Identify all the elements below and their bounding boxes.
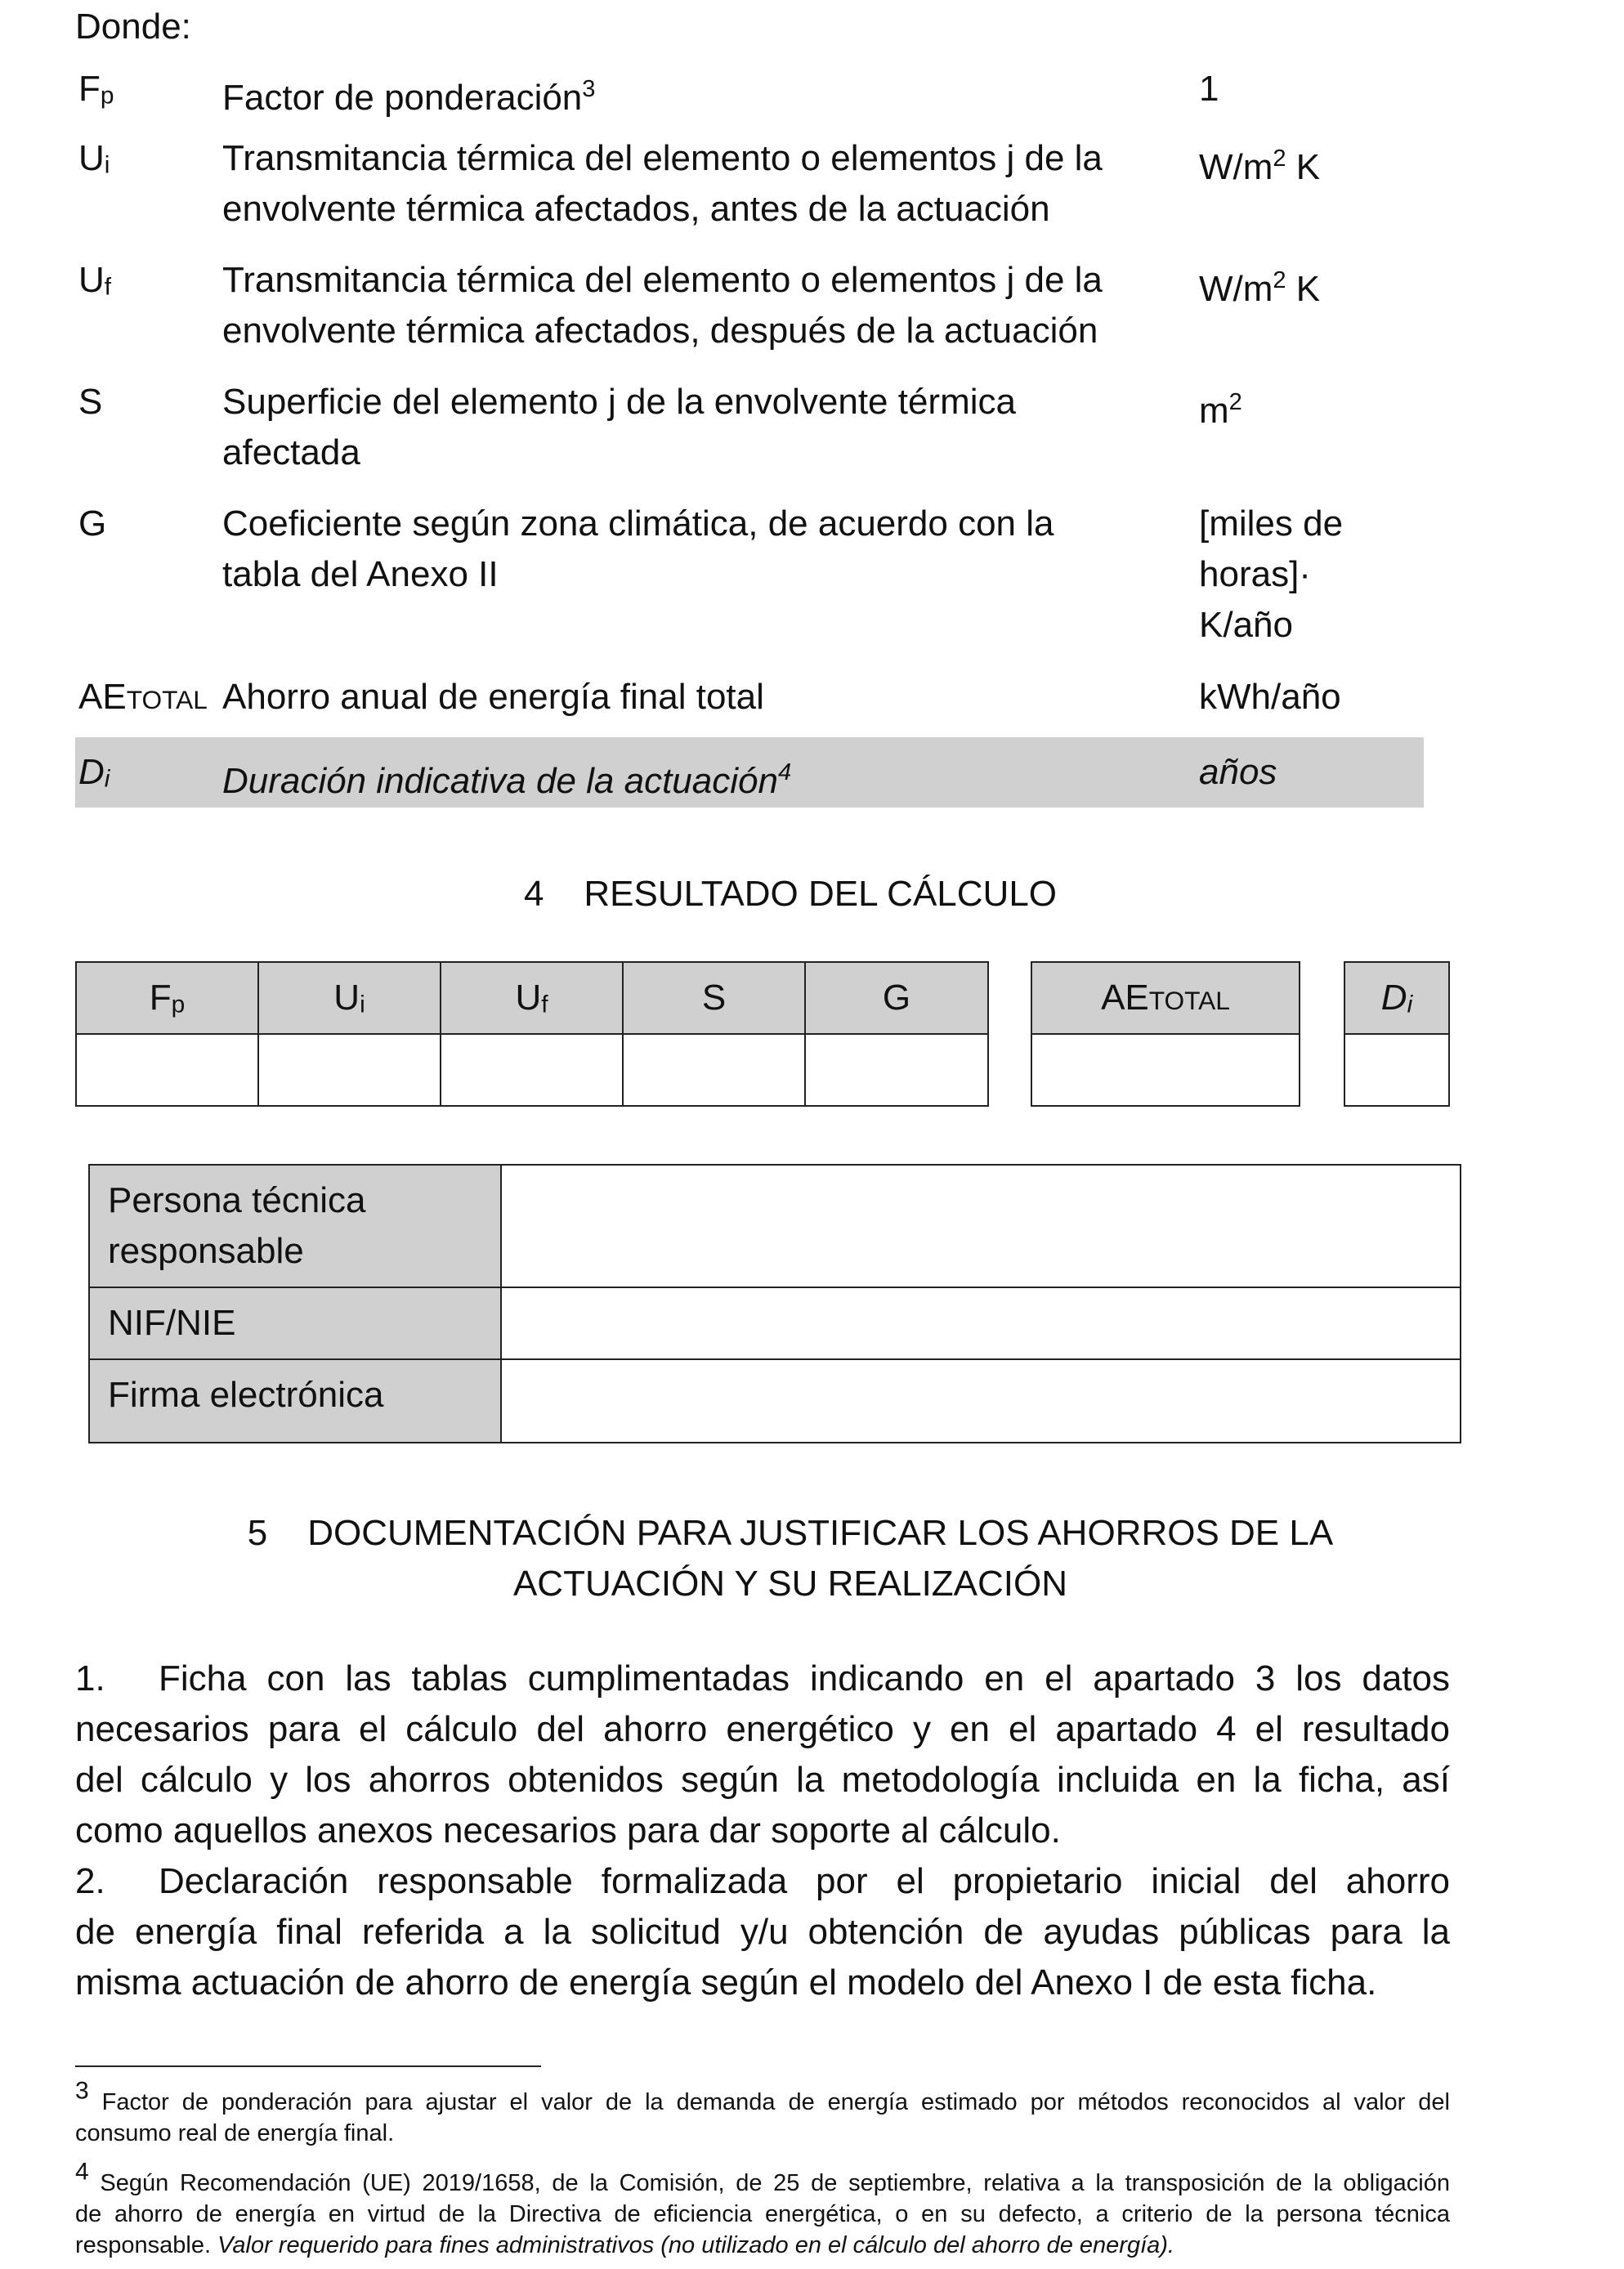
definition-symbol: Ui [78,138,110,179]
result-header-di: Di [1344,962,1449,1034]
definition-unit: kWh/año [1199,677,1341,717]
result-cell-di[interactable] [1344,1034,1449,1106]
result-cell-fp[interactable] [76,1034,258,1106]
definition-description: Superficie del elemento j de la envolvente térmica afectada [222,382,1016,472]
definition-symbol: Fp [78,69,114,110]
donde-label: Donde: [75,7,191,47]
responsible-person-table [88,1164,1461,1443]
definition-unit: 1 [1199,69,1219,109]
definition-description: Transmitancia térmica del elemento o elementos j de la envolvente térmica afectados, después de la actuación [222,260,1103,351]
field-nif-nie[interactable] [501,1287,1461,1359]
field-firma-electronica[interactable] [501,1359,1461,1443]
label-persona-tecnica: Persona técnica responsable [89,1165,501,1287]
footnote-4: 4 Según Recomendación (UE) 2019/1658, de la Comisión, de 25 de septiembre, relativa a la transposición de la obligación de ahorro de energía en virtud de la Directiva de eficiencia energética, o en su defecto, a criterio de la persona técnica responsable. Valor requerido para fines administrativos (no utilizado en el cálculo del ahorro de energía). [75,2158,1450,2258]
definition-unit: $W/m^2$ K [1199,267,1321,309]
footnote-3: 3 Factor de ponderación para ajustar el valor de la demanda de energía estimado por métodos reconocidos al valor del consumo real de energía final. [75,2077,1450,2146]
result-cell-s[interactable] [623,1034,805,1106]
definition-symbol: AETOTAL [78,677,208,717]
result-header-ui: Ui [258,962,441,1034]
label-nif-nie: NIF/NIE [89,1287,501,1359]
result-cell-ae-total[interactable] [1031,1034,1300,1106]
definition-ui [75,133,1424,235]
definition-description: Coeficiente según zona climática, de acuerdo con la tabla del Anexo II [222,503,1054,594]
definition-unit: [miles de horas]· K/año [1199,503,1344,645]
result-cell-uf[interactable] [441,1034,623,1106]
footnote-separator [75,2065,541,2067]
definition-fp [75,64,1424,118]
definition-di [75,737,1424,808]
definition-s [75,377,1424,478]
definition-unit: $W/m^2$ K [1199,145,1321,187]
definition-symbol: G [78,503,107,544]
definition-unit: $m^2$ [1199,389,1242,431]
definition-description: Transmitancia térmica del elemento o elementos j de la envolvente térmica afectados, antes de la actuación [222,138,1103,229]
result-cell-g[interactable] [805,1034,988,1106]
label-firma-electronica: Firma electrónica [89,1359,501,1443]
result-header-ae-total: AETOTAL [1031,962,1300,1034]
definition-g [75,499,1424,651]
result-header-fp: Fp [76,962,258,1034]
result-table-inputs [75,961,989,1107]
result-table-ae-total [1031,961,1300,1107]
definition-symbol: S [78,382,103,422]
doc-item-1: 1. Ficha con las tablas cumplimentadas indicando en el apartado 3 los datos necesarios para el cálculo del ahorro energético y en el apartado 4 el resultado del cálculo y los ahorros obtenidos según la metodología incluida en la ficha, así como aquellos anexos necesarios para dar soporte al cálculo. [75,1658,1450,1851]
definition-description: Factor de ponderación$^3$ [222,76,596,118]
definition-symbol: Uf [78,260,112,301]
definition-ae-total [75,672,1424,723]
section-5-heading: 5 DOCUMENTACIÓN PARA JUSTIFICAR LOS AHORROS DE LA ACTUACIÓN Y SU REALIZACIÓN [247,1513,1334,1604]
section-4-heading: 4 RESULTADO DEL CÁLCULO [523,874,1058,914]
result-header-uf: Uf [441,962,623,1034]
result-header-g: G [805,962,988,1034]
definition-symbol: Di [78,752,110,793]
definition-unit: años [1199,752,1277,792]
definition-description: Ahorro anual de energía final total [222,677,764,717]
result-table-di [1344,961,1450,1107]
result-header-s: S [623,962,805,1034]
definition-uf [75,255,1424,356]
field-persona-tecnica[interactable] [501,1165,1461,1287]
definition-description: Duración indicativa de la actuación$^4$ [222,759,792,801]
doc-item-2: 2. Declaración responsable formalizada por el propietario inicial del ahorro de energía final referida a la solicitud y/u obtención de ayudas públicas para la misma actuación de ahorro de energía según el modelo del Anexo I de esta ficha. [75,1861,1450,2003]
result-cell-ui[interactable] [258,1034,441,1106]
